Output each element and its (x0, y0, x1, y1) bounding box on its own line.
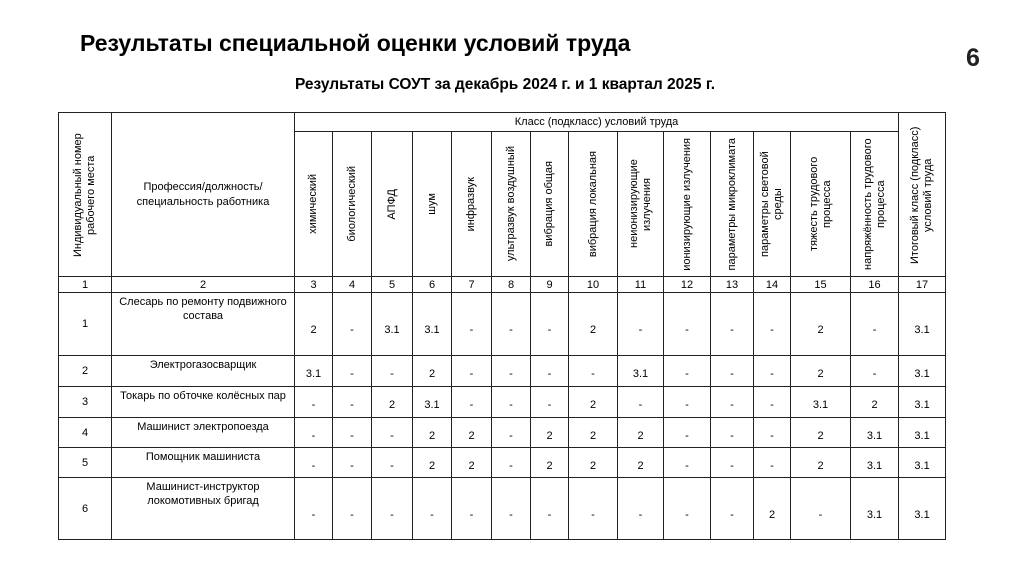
class-value: - (295, 387, 333, 418)
class-value: - (618, 293, 664, 356)
table-row (59, 448, 946, 478)
class-value: - (492, 356, 531, 387)
class-value: 3.1 (413, 293, 452, 356)
class-value: - (492, 387, 531, 418)
column-number: 11 (618, 277, 664, 293)
table-row (59, 356, 946, 387)
class-value: 2 (569, 448, 618, 478)
header-text: вибрация общая (543, 161, 555, 247)
class-value: - (531, 356, 569, 387)
header-text: химический (307, 174, 319, 234)
class-value: 2 (851, 387, 899, 418)
profession: Помощник машиниста (112, 448, 295, 478)
class-value: - (492, 418, 531, 448)
header-text: напряжённость трудового процесса (861, 138, 887, 270)
class-value: 2 (372, 387, 413, 418)
workplace-number: 5 (59, 448, 112, 478)
class-value: - (664, 293, 711, 356)
slide-number: 6 (966, 44, 980, 72)
column-number: 9 (531, 277, 569, 293)
class-value: - (452, 293, 492, 356)
header-factor (492, 132, 531, 277)
column-number: 6 (413, 277, 452, 293)
column-number: 16 (851, 277, 899, 293)
class-value: - (295, 478, 333, 540)
class-value: - (333, 356, 372, 387)
header-factor (754, 132, 791, 277)
class-value: 3.1 (899, 293, 946, 356)
class-value: - (664, 478, 711, 540)
header-factor (531, 132, 569, 277)
class-value: 2 (569, 418, 618, 448)
class-value: 2 (754, 478, 791, 540)
class-value: - (664, 418, 711, 448)
column-number: 4 (333, 277, 372, 293)
header-factor (664, 132, 711, 277)
header-class-group: Класс (подкласс) условий труда (295, 113, 899, 132)
table-row (59, 387, 946, 418)
class-value: 2 (452, 448, 492, 478)
class-value: - (372, 478, 413, 540)
class-value: - (452, 356, 492, 387)
class-value: - (333, 448, 372, 478)
class-value: 3.1 (899, 418, 946, 448)
class-value: - (333, 293, 372, 356)
slide-title: Результаты специальной оценки условий труда (80, 30, 631, 56)
class-value: - (664, 356, 711, 387)
column-number: 2 (112, 277, 295, 293)
header-factor (295, 132, 333, 277)
column-number: 1 (59, 277, 112, 293)
class-value: 3.1 (295, 356, 333, 387)
header-text: инфразвук (465, 176, 477, 232)
profession: Машинист-инструктор локомотивных бригад (112, 478, 295, 540)
column-number: 7 (452, 277, 492, 293)
class-value: - (492, 293, 531, 356)
class-value: - (711, 293, 754, 356)
header-factor (569, 132, 618, 277)
header-text: параметры микроклимата (725, 137, 738, 271)
header-final-class (899, 113, 946, 277)
header-factor (851, 132, 899, 277)
column-number: 13 (711, 277, 754, 293)
class-value: 2 (452, 418, 492, 448)
class-value: - (531, 478, 569, 540)
class-value: 2 (295, 293, 333, 356)
workplace-number: 6 (59, 478, 112, 540)
class-value: 3.1 (899, 387, 946, 418)
class-value: - (452, 387, 492, 418)
header-text: АПФД (385, 188, 398, 220)
table-row (59, 478, 946, 540)
class-value: - (754, 356, 791, 387)
header-text: шум (425, 193, 438, 215)
class-value: - (413, 478, 452, 540)
class-value: - (711, 448, 754, 478)
header-factor (791, 132, 851, 277)
header-text: Индивидуальный номер рабочего места (72, 132, 97, 257)
class-value: 3.1 (851, 478, 899, 540)
column-number: 5 (372, 277, 413, 293)
class-value: - (569, 478, 618, 540)
class-value: - (531, 293, 569, 356)
table-row (59, 293, 946, 356)
class-value: - (372, 356, 413, 387)
class-value: 2 (569, 293, 618, 356)
class-value: 3.1 (413, 387, 452, 418)
workplace-number: 1 (59, 293, 112, 356)
class-value: - (452, 478, 492, 540)
class-value: - (492, 478, 531, 540)
class-value: - (372, 448, 413, 478)
class-value: - (295, 448, 333, 478)
header-factor (452, 132, 492, 277)
class-value: - (372, 418, 413, 448)
workplace-number: 4 (59, 418, 112, 448)
header-workplace-number (59, 113, 112, 277)
class-value: 2 (413, 448, 452, 478)
class-value: - (711, 418, 754, 448)
profession: Машинист электропоезда (112, 418, 295, 448)
class-value: - (711, 478, 754, 540)
class-value: 2 (413, 356, 452, 387)
header-factor (372, 132, 413, 277)
class-value: - (333, 418, 372, 448)
column-number: 15 (791, 277, 851, 293)
header-factor (711, 132, 754, 277)
class-value: - (333, 387, 372, 418)
class-value: - (711, 356, 754, 387)
column-number: 17 (899, 277, 946, 293)
class-value: - (664, 448, 711, 478)
header-text: ионизирующие излучения (680, 137, 693, 271)
class-value: 2 (791, 448, 851, 478)
class-value: 2 (531, 418, 569, 448)
class-value: - (333, 478, 372, 540)
class-value: 2 (618, 448, 664, 478)
class-value: - (492, 448, 531, 478)
column-number: 14 (754, 277, 791, 293)
class-value: 3.1 (899, 448, 946, 478)
class-value: 2 (531, 448, 569, 478)
column-number: 10 (569, 277, 618, 293)
header-text: Итоговый класс (подкласс) условий труда (909, 125, 935, 264)
column-number: 12 (664, 277, 711, 293)
header-factor (413, 132, 452, 277)
header-text: вибрация локальная (586, 150, 599, 258)
class-value: - (569, 356, 618, 387)
class-value: 2 (791, 418, 851, 448)
class-value: - (664, 387, 711, 418)
class-value: 3.1 (618, 356, 664, 387)
header-text: биологический (345, 166, 358, 242)
header-profession: Профессия/должность/ специальность работника (112, 113, 295, 277)
class-value: - (754, 418, 791, 448)
class-value: - (295, 418, 333, 448)
column-number: 3 (295, 277, 333, 293)
header-text: тяжесть трудового процесса (807, 156, 833, 252)
header-text: неионизирующие излучения (627, 159, 653, 249)
class-value: 2 (791, 356, 851, 387)
class-value: 3.1 (851, 448, 899, 478)
class-value: 3.1 (899, 356, 946, 387)
class-value: - (791, 478, 851, 540)
class-value: 2 (791, 293, 851, 356)
class-value: - (754, 448, 791, 478)
workplace-number: 2 (59, 356, 112, 387)
header-text: ультразвук воздушный (504, 146, 517, 262)
profession: Электрогазосварщик (112, 356, 295, 387)
results-table (58, 112, 946, 540)
class-value: 2 (569, 387, 618, 418)
profession: Слесарь по ремонту подвижного состава (112, 293, 295, 356)
class-value: 3.1 (372, 293, 413, 356)
workplace-number: 3 (59, 387, 112, 418)
class-value: 3.1 (851, 418, 899, 448)
profession: Токарь по обточке колёсных пар (112, 387, 295, 418)
column-number: 8 (492, 277, 531, 293)
class-value: 3.1 (899, 478, 946, 540)
slide-subtitle: Результаты СОУТ за декабрь 2024 г. и 1 квартал 2025 г. (294, 76, 716, 93)
class-value: 2 (413, 418, 452, 448)
class-value: 3.1 (791, 387, 851, 418)
class-value: - (711, 387, 754, 418)
class-value: 2 (618, 418, 664, 448)
class-value: - (754, 293, 791, 356)
class-value: - (618, 387, 664, 418)
table-row (59, 418, 946, 448)
class-value: - (754, 387, 791, 418)
class-value: - (618, 478, 664, 540)
header-text: параметры световой среды (759, 151, 784, 257)
header-factor (618, 132, 664, 277)
class-value: - (531, 387, 569, 418)
header-factor (333, 132, 372, 277)
class-value: - (851, 356, 899, 387)
class-value: - (851, 293, 899, 356)
